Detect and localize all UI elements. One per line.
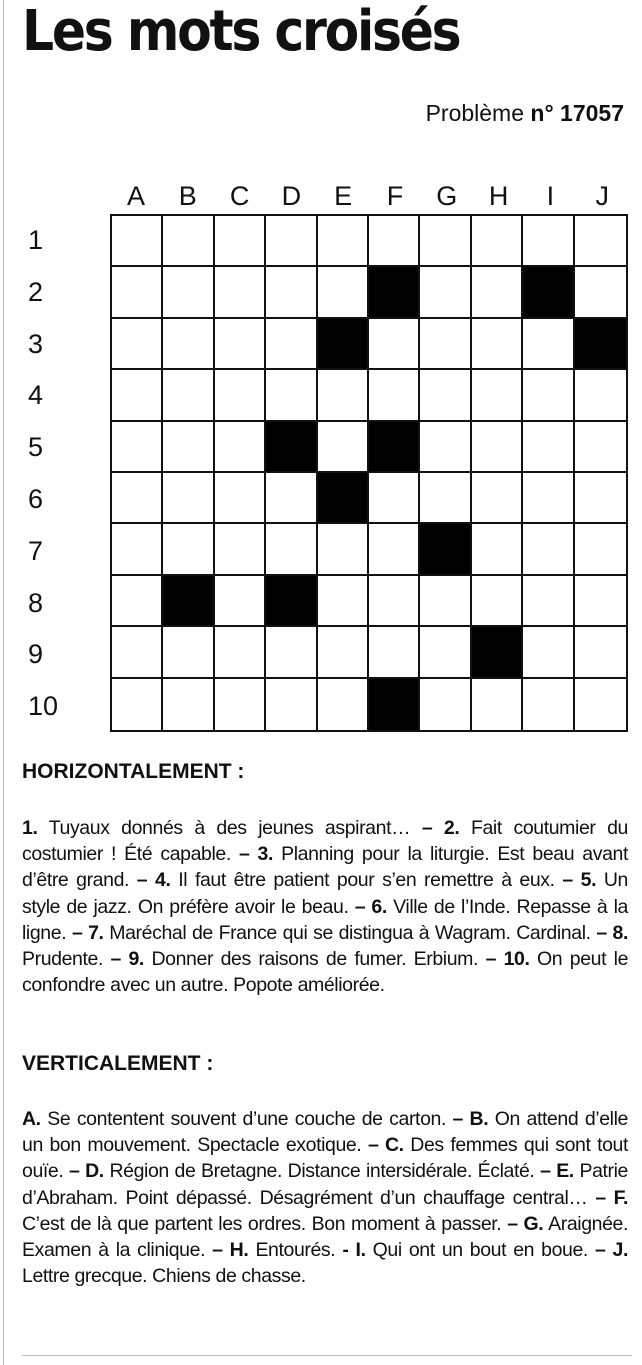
clue-h-10: – 10. On peut le confondre avec un autre. Popote améliorée.	[22, 948, 629, 997]
row-label-5: 5	[28, 432, 44, 463]
grid-cell-j1[interactable]	[575, 216, 626, 267]
clue-number: 1.	[22, 817, 38, 839]
column-label-d: D	[281, 181, 302, 211]
grid-cell-f4[interactable]	[369, 370, 420, 421]
grid-cell-a1[interactable]	[112, 216, 163, 267]
black-cell-f10	[369, 679, 420, 730]
clue-number: 5.	[580, 869, 597, 892]
clue-text: On peut le confondre avec un autre. Popote améliorée.	[22, 948, 629, 997]
grid-cell-h4[interactable]	[472, 370, 523, 421]
grid-cell-i7[interactable]	[523, 524, 574, 575]
grid-cell-g2[interactable]	[420, 267, 471, 318]
clue-h-4: – 4. Il faut être patient pour s’en remettre à eux.	[136, 869, 563, 892]
clue-v-c: – C. Des femmes qui sont tout ouïe.	[22, 1134, 628, 1183]
grid-cell-c8[interactable]	[215, 576, 266, 627]
grid-cell-a6[interactable]	[112, 473, 163, 524]
clue-v-i: - I. Qui ont un bout en boue.	[342, 1239, 596, 1262]
black-cell-f2	[369, 267, 420, 318]
clue-number: D.	[85, 1160, 104, 1183]
row-label-2: 2	[28, 276, 44, 307]
grid-cell-b2[interactable]	[163, 267, 214, 318]
clue-h-9: – 9. Donner des raisons de fumer. Erbium.	[110, 948, 486, 971]
grid-cell-h5[interactable]	[472, 422, 523, 473]
column-label-g: G	[436, 181, 458, 211]
grid-cell-c4[interactable]	[215, 370, 266, 421]
grid-cell-a7[interactable]	[112, 524, 163, 575]
black-cell-d8	[266, 576, 317, 627]
clue-v-a	[22, 1108, 453, 1130]
grid-cell-j9[interactable]	[575, 627, 626, 678]
column-label-i: I	[546, 181, 555, 211]
column-label-j: J	[595, 181, 609, 211]
clue-number: I.	[355, 1239, 366, 1262]
grid-cell-f7[interactable]	[369, 524, 420, 575]
grid-cell-a8[interactable]	[112, 576, 163, 627]
clue-v-d: – D. Région de Bretagne. Distance intersidérale. Éclaté.	[69, 1160, 541, 1183]
black-cell-f5	[369, 422, 420, 473]
grid-cell-c3[interactable]	[215, 319, 266, 370]
clue-number: 2.	[443, 817, 460, 839]
clue-text: Prudente.	[22, 948, 111, 971]
grid-cell-f8[interactable]	[369, 576, 420, 627]
grid-cell-e10[interactable]	[318, 679, 369, 730]
grid-cell-f3[interactable]	[369, 319, 420, 370]
clue-text: Des femmes qui sont tout ouïe.	[22, 1134, 628, 1183]
black-cell-b8	[163, 576, 214, 627]
bottom-rule	[22, 1355, 632, 1356]
grid-cell-b4[interactable]	[163, 370, 214, 421]
clue-number: A.	[22, 1108, 41, 1130]
grid-cell-j10[interactable]	[575, 679, 626, 730]
grid-cell-g5[interactable]	[420, 422, 471, 473]
grid-cell-b1[interactable]	[163, 216, 214, 267]
clue-text: Il faut être patient pour s’en remettre à eux.	[170, 869, 563, 892]
clue-number: J.	[612, 1239, 628, 1262]
grid-cell-d10[interactable]	[266, 679, 317, 730]
column-label-h: H	[488, 181, 509, 211]
clue-text: Entourés.	[248, 1239, 343, 1262]
grid-cell-g6[interactable]	[420, 473, 471, 524]
clue-text: Maréchal de France qui se distingua à Wagram. Cardinal.	[103, 921, 597, 944]
clue-text: Araignée. Examen à la clinique.	[22, 1212, 628, 1262]
grid-cell-c2[interactable]	[215, 267, 266, 318]
grid-cell-a5[interactable]	[112, 422, 163, 473]
grid-cell-e9[interactable]	[318, 627, 369, 678]
clue-text: C’est de là que partent les ordres. Bon moment à passer.	[22, 1212, 508, 1235]
grid-cell-j6[interactable]	[575, 473, 626, 524]
grid-cell-b3[interactable]	[163, 319, 214, 370]
left-rule	[3, 0, 4, 1365]
black-cell-e3	[318, 319, 369, 370]
grid-cell-i5[interactable]	[523, 422, 574, 473]
clue-text: Qui ont un bout en boue.	[365, 1239, 596, 1262]
grid-cell-c1[interactable]	[215, 216, 266, 267]
clue-text: Un style de jazz. On préfère avoir le beau.	[22, 869, 628, 918]
row-label-6: 6	[28, 484, 44, 514]
clue-number: 7.	[88, 921, 104, 944]
column-label-f: F	[386, 181, 404, 211]
grid-cell-h10[interactable]	[472, 679, 523, 730]
page-title: Les mots croisés	[22, 0, 460, 64]
grid-cell-j2[interactable]	[575, 267, 626, 318]
grid-cell-g4[interactable]	[420, 370, 471, 421]
clue-v-h: – H. Entourés.	[212, 1239, 343, 1262]
clue-text: Donner des raisons de fumer. Erbium.	[143, 948, 486, 971]
grid-cell-g1[interactable]	[420, 216, 471, 267]
black-cell-i2	[523, 267, 574, 318]
grid-cell-e2[interactable]	[318, 267, 369, 318]
row-label-10: 10	[28, 691, 59, 722]
clue-text: Fait coutumier du costumier ! Été capable.	[22, 817, 628, 866]
column-label-a: A	[126, 181, 145, 211]
horizontal-heading: HORIZONTALEMENT :	[22, 760, 245, 783]
clue-number: B.	[469, 1108, 489, 1130]
clue-text: Se contentent souvent d’une couche de carton.	[40, 1108, 453, 1130]
grid-cell-f6[interactable]	[369, 473, 420, 524]
grid-cell-h2[interactable]	[472, 267, 523, 318]
row-label-7: 7	[28, 535, 44, 566]
clue-text: On attend d’elle un bon mouvement. Spectacle exotique.	[22, 1108, 628, 1157]
clue-number: 10.	[503, 948, 530, 971]
clue-text: Planning pour la liturgie. Est beau avant d’être grand.	[22, 843, 629, 892]
grid-cell-a4[interactable]	[112, 370, 163, 421]
row-label-8: 8	[28, 587, 44, 618]
clue-number: C.	[385, 1134, 404, 1157]
vertical-heading: VERTICALEMENT :	[22, 1052, 214, 1075]
grid-cell-i8[interactable]	[523, 576, 574, 627]
grid-cell-c9[interactable]	[215, 627, 266, 678]
grid-cell-i6[interactable]	[523, 473, 574, 524]
clue-v-b: – B. On attend d’elle un bon mouvement. Spectacle exotique.	[22, 1108, 628, 1157]
grid-cell-i10[interactable]	[523, 679, 574, 730]
grid-cell-c10[interactable]	[215, 679, 266, 730]
clue-number: 9.	[128, 948, 144, 971]
problem-number	[426, 98, 624, 128]
grid-cell-d4[interactable]	[266, 370, 317, 421]
grid-cell-d6[interactable]	[266, 473, 317, 524]
grid-cell-b10[interactable]	[163, 679, 214, 730]
black-cell-d5	[266, 422, 317, 473]
grid-cell-c6[interactable]	[215, 473, 266, 524]
grid-cell-h7[interactable]	[472, 524, 523, 575]
grid-cell-h6[interactable]	[472, 473, 523, 524]
grid-cell-i4[interactable]	[523, 370, 574, 421]
clue-h-1	[22, 817, 422, 839]
row-labels	[22, 214, 102, 732]
grid-cell-j7[interactable]	[575, 524, 626, 575]
grid-cell-f1[interactable]	[369, 216, 420, 267]
grid-cell-b9[interactable]	[163, 627, 214, 678]
clue-text: Lettre grecque. Chiens de chasse.	[22, 1265, 306, 1288]
grid-cell-a9[interactable]	[112, 627, 163, 678]
grid-cell-g9[interactable]	[420, 627, 471, 678]
row-label-3: 3	[28, 328, 44, 359]
grid-cell-h3[interactable]	[472, 319, 523, 370]
grid-cell-g10[interactable]	[420, 679, 471, 730]
row-label-1: 1	[28, 225, 44, 255]
column-label-c: C	[229, 181, 250, 211]
black-cell-e6	[318, 473, 369, 524]
grid-cell-b7[interactable]	[163, 524, 214, 575]
problem-num: n° 17057	[530, 100, 624, 126]
column-label-b: B	[178, 181, 197, 211]
clue-text: Tuyaux donnés à des jeunes aspirant…	[37, 817, 422, 839]
grid-cell-i9[interactable]	[523, 627, 574, 678]
clue-h-3: – 3. Planning pour la liturgie. Est beau avant d’être grand.	[22, 843, 629, 892]
clue-h-8: – 8. Prudente.	[22, 921, 628, 971]
clue-h-2: – 2. Fait coutumier du costumier ! Été capable.	[22, 817, 628, 866]
column-label-e: E	[334, 181, 353, 211]
clue-number: 3.	[257, 843, 274, 866]
column-labels	[110, 180, 628, 214]
black-cell-g7	[420, 524, 471, 575]
grid-cell-j5[interactable]	[575, 422, 626, 473]
clue-number: 4.	[155, 869, 171, 892]
clue-number: 8.	[612, 921, 628, 944]
grid-cell-i3[interactable]	[523, 319, 574, 370]
grid-cell-a10[interactable]	[112, 679, 163, 730]
grid-cell-d3[interactable]	[266, 319, 317, 370]
grid-cell-j8[interactable]	[575, 576, 626, 627]
grid-cell-b5[interactable]	[163, 422, 214, 473]
grid-cell-d9[interactable]	[266, 627, 317, 678]
grid-cell-d7[interactable]	[266, 524, 317, 575]
clue-text: Région de Bretagne. Distance intersidérale. Éclaté.	[103, 1160, 541, 1183]
grid-cell-d1[interactable]	[266, 216, 317, 267]
grid-cell-c5[interactable]	[215, 422, 266, 473]
grid-cell-j4[interactable]	[575, 370, 626, 421]
horizontal-clues	[22, 815, 628, 998]
grid-cell-e1[interactable]	[318, 216, 369, 267]
clue-number: G.	[523, 1212, 544, 1235]
clue-text: Ville de l’Inde. Repasse à la ligne.	[22, 895, 628, 944]
clue-h-5: – 5. Un style de jazz. On préfère avoir le beau.	[22, 869, 628, 918]
clue-v-e: – E. Patrie d’Abraham. Point dépassé. Désagrément d’un chauffage central…	[22, 1160, 628, 1209]
grid-cell-g8[interactable]	[420, 576, 471, 627]
grid-cell-g3[interactable]	[420, 319, 471, 370]
grid-cell-h8[interactable]	[472, 576, 523, 627]
grid-cell-e7[interactable]	[318, 524, 369, 575]
problem-prefix: Problème	[425, 100, 524, 126]
grid-cell-e4[interactable]	[318, 370, 369, 421]
grid-cell-a2[interactable]	[112, 267, 163, 318]
grid-cell-i1[interactable]	[523, 216, 574, 267]
clue-v-g: – G. Araignée. Examen à la clinique.	[22, 1212, 628, 1262]
row-label-4: 4	[28, 380, 44, 411]
clue-v-j: – J. Lettre grecque. Chiens de chasse.	[22, 1239, 628, 1288]
grid-cell-c7[interactable]	[215, 524, 266, 575]
grid-cell-f9[interactable]	[369, 627, 420, 678]
crossword-grid	[110, 214, 628, 732]
clue-number: H.	[229, 1239, 249, 1262]
clue-h-6: – 6. Ville de l’Inde. Repasse à la ligne.	[22, 895, 628, 944]
black-cell-j3	[575, 319, 626, 370]
clue-text: Patrie d’Abraham. Point dépassé. Désagrément d’un chauffage central…	[22, 1160, 628, 1209]
grid-cell-a3[interactable]	[112, 319, 163, 370]
clue-number: F.	[613, 1186, 628, 1209]
grid-cell-e5[interactable]	[318, 422, 369, 473]
grid-cell-d2[interactable]	[266, 267, 317, 318]
clue-v-f: – F. C’est de là que partent les ordres. Bon moment à passer.	[22, 1186, 628, 1235]
clue-number: E.	[556, 1160, 574, 1183]
clue-number: 6.	[371, 895, 387, 918]
row-label-9: 9	[28, 639, 44, 670]
grid-cell-e8[interactable]	[318, 576, 369, 627]
clue-h-7: – 7. Maréchal de France qui se distingua à Wagram. Cardinal.	[71, 921, 597, 944]
black-cell-h9	[472, 627, 523, 678]
grid-cell-b6[interactable]	[163, 473, 214, 524]
vertical-clues	[22, 1106, 628, 1289]
grid-cell-h1[interactable]	[472, 216, 523, 267]
